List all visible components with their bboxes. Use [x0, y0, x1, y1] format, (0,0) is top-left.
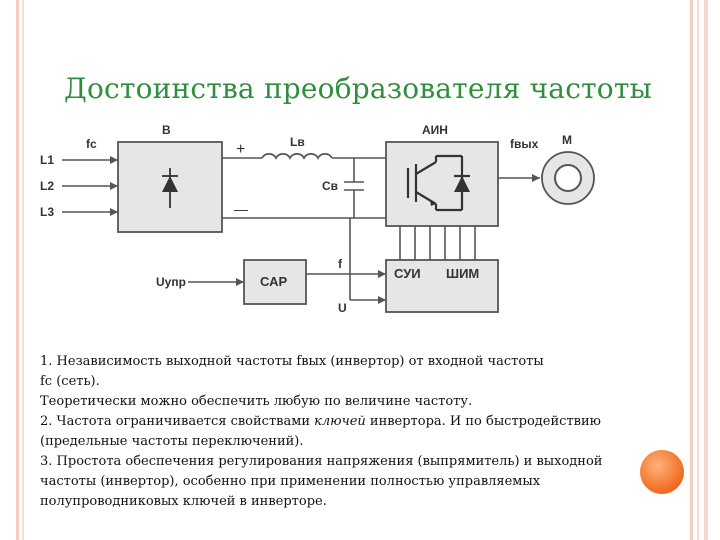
decorative-orange-circle: [640, 450, 684, 494]
label-plus: +: [236, 141, 246, 158]
advantage-2-line-1: [40, 412, 620, 432]
label-u: U: [338, 301, 347, 315]
label-l3: L3: [40, 205, 55, 219]
slide-title: Достоинства преобразователя частоты: [64, 72, 652, 105]
label-sar: САР: [260, 274, 288, 289]
label-fc: fc: [86, 137, 97, 151]
frequency-converter-diagram: [40, 118, 630, 328]
advantage-2-emphasis: ключей: [314, 414, 366, 429]
advantage-3-line-3: полупроводниковых ключей в инверторе.: [40, 494, 327, 509]
label-rectifier: В: [162, 123, 171, 137]
advantage-2-post: инвертора. И по быстродействию: [365, 414, 601, 429]
advantage-1-line-1: 1. Независимость выходной частоты fвых (инвертор) от входной частоты: [40, 354, 544, 369]
label-inductor: Lв: [290, 135, 305, 149]
label-l2: L2: [40, 179, 55, 193]
advantage-2-pre: 2. Частота ограничивается свойствами: [40, 414, 315, 429]
advantage-1-line-3: Теоретически можно обеспечить любую по величине частоту.: [40, 394, 473, 409]
label-sui: СУИ: [394, 266, 421, 281]
label-inverter: АИН: [422, 123, 448, 137]
label-l1: L1: [40, 153, 55, 167]
advantage-1-line-2: fc (сеть).: [40, 374, 100, 389]
advantage-3-line-1: 3. Простота обеспечения регулирования напряжения (выпрямитель) и выходной: [40, 454, 603, 469]
advantage-2-line-2: (предельные частоты переключений).: [40, 434, 304, 449]
advantages-list: [40, 352, 620, 512]
label-shim: ШИМ: [446, 266, 480, 281]
advantage-3-line-2: частоты (инвертор), особенно при применении полностью управляемых: [40, 474, 541, 489]
label-uupr: Uупр: [156, 275, 186, 289]
label-motor: М: [562, 133, 572, 147]
label-minus: —: [234, 201, 248, 217]
label-capacitor: Cв: [322, 179, 339, 193]
label-fout: fвых: [510, 137, 539, 151]
label-f: f: [338, 257, 342, 271]
